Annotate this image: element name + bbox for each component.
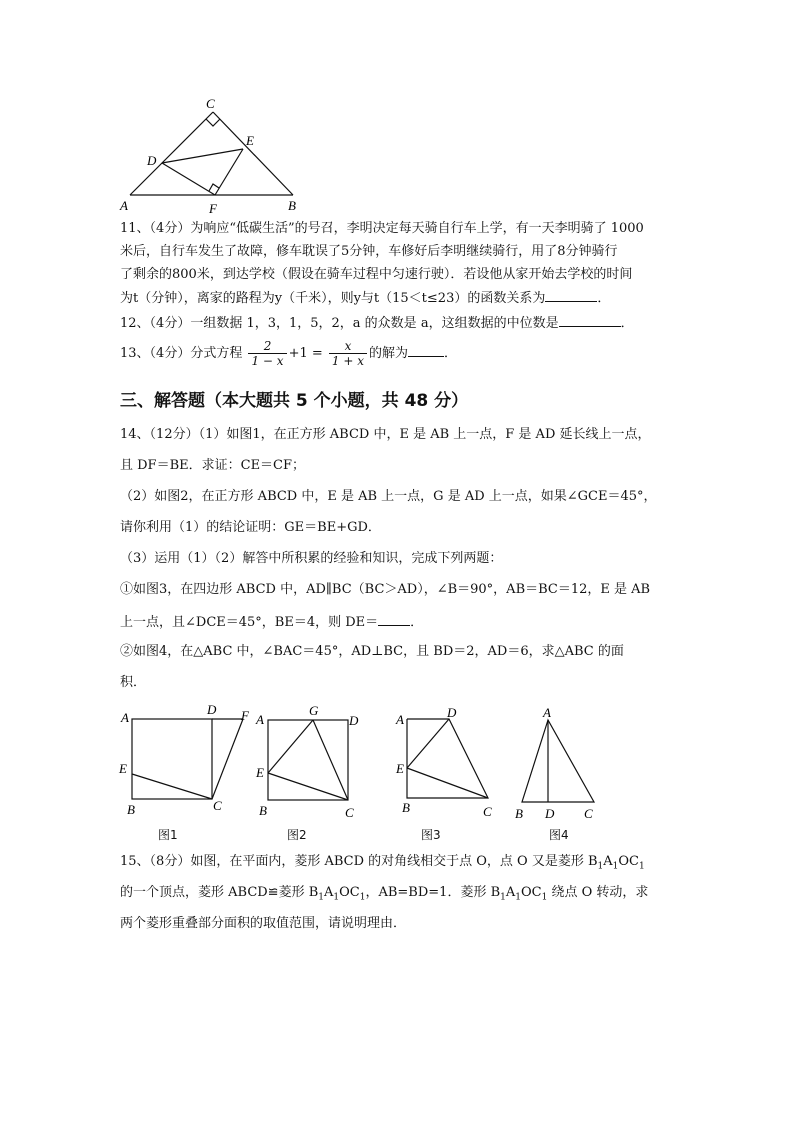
segment-df [162,163,215,195]
q14-line-4: 请你利用（1）的结论证明：GE＝BE+GD． [120,520,381,535]
fig2-eg [268,720,313,773]
q13-end: ． [444,346,458,361]
label-f: F [209,201,217,216]
q15-l1-b: A [603,854,613,869]
fig1-label-d: D [207,702,217,717]
fig4-label-a: A [543,705,551,720]
segment-ef [215,149,243,195]
fig3-quadrilateral [407,719,488,798]
fig3-label-d: D [447,705,457,720]
fig1-label-a: A [121,710,129,725]
q13-f2-num: x [329,339,367,354]
fig3-de [407,719,449,768]
q14-l7-text: 上一点，且∠DCE＝45°，BE＝4，则 DE＝ [120,615,379,630]
q15-l2-g: 绕点 O 转动，求 [547,885,649,900]
fig2-label-d: D [349,713,359,728]
fig1-cf [212,719,243,799]
q15-l2-d: ，AB=BD=1．菱形 B [365,885,501,900]
q13-post: 的解为 [369,346,409,361]
q12-end: ． [620,316,634,331]
q15-line-1 [120,852,680,877]
fig4-label-d: D [545,806,555,821]
q12-line [120,312,680,334]
q13-mid: +1 = [288,346,323,361]
q14-line-2: 且 DF＝BE．求证：CE＝CF； [120,458,306,473]
q15-l2-sub2: 1 [333,892,340,903]
q15-l1-sub2: 1 [612,861,619,872]
q11-line-3: 了剩余的800米，到达学校（假设在骑车过程中匀速行驶）．若设他从家开始去学校的时间 [120,267,633,282]
right-angle-c [206,119,220,126]
q13-fraction-2 [329,339,367,368]
fig1-ce [132,774,212,799]
segment-ac [130,112,213,195]
fig4-label-c: C [584,806,593,821]
q11-line-4 [120,287,680,309]
q15-l2-sub3: 1 [359,892,366,903]
segment-cb [213,112,293,195]
q13-line [120,336,680,372]
q13-f1-den: 1 − x [251,354,284,368]
fig2-label-e: E [256,765,264,780]
q14-line-7 [120,611,680,633]
fig3-label-a: A [396,712,404,727]
q11-text: 为t（分钟），离家的路程为y（千米），则y与t（15＜t≤23）的函数关系为 [120,291,546,306]
q14-line-6: ①如图3，在四边形 ABCD 中，AD∥BC（BC＞AD），∠B＝90°，AB＝BC＝12，E 是 AB [120,582,651,597]
fig3-caption: 图3 [421,828,441,842]
q15-line-3: 两个菱形重叠部分面积的取值范围，请说明理由． [120,916,407,931]
q14-line-3: （2）如图2，在正方形 ABCD 中，E 是 AB 上一点，G 是 AD 上一点，如果∠GCE＝45°， [120,489,657,504]
label-a: A [120,198,128,213]
q11-line-2: 米后，自行车发生了故障，修车耽误了5分钟，车修好后李明继续骑行，用了8分钟骑行 [120,244,618,259]
fig2-cg [313,720,348,800]
q15-l2-c: OC [339,885,360,900]
fig3-label-e: E [396,761,404,776]
fig2-label-b: B [259,803,267,818]
q14-line-5: （3）运用（1）（2）解答中所积累的经验和知识，完成下列两题： [120,551,503,566]
q15-l2-sub6: 1 [541,892,548,903]
q15-l1-c: OC [618,854,639,869]
q13-f1-num: 2 [248,339,286,354]
q13-fraction-1 [248,339,286,368]
q14-line-1: 14、（12分）（1）如图1，在正方形 ABCD 中，E 是 AB 上一点，F 是 AD 延长线上一点， [120,427,651,442]
triangle-figure [110,95,310,220]
q14-l7-end: ． [410,615,424,630]
q15-l2-e: A [505,885,516,900]
q12-text: 12、（4分）一组数据 1，3，1，5，2，a 的众数是 a，这组数据的中位数是 [120,316,559,331]
fig2-ce [268,773,348,800]
label-c: C [206,96,215,111]
fig3-label-c: C [483,804,492,819]
fig2-label-g: G [309,703,319,718]
q12-answer-blank[interactable] [559,312,621,327]
fig2-square [268,720,348,800]
fig4-caption: 图4 [549,828,569,842]
label-e: E [246,133,254,148]
fig2-caption: 图2 [287,828,307,842]
q14-line-9: 积． [120,675,147,690]
q14-answer-blank[interactable] [378,611,410,626]
fig1-label-f: F [241,708,249,723]
fig4-label-b: B [515,806,523,821]
fig1-label-c: C [213,798,222,813]
fig2-label-a: A [256,712,264,727]
fig2-label-c: C [345,805,354,820]
fig1-label-e: E [119,761,127,776]
q15-line-2 [120,883,680,908]
q13-answer-blank[interactable] [408,342,444,357]
fig1-caption: 图1 [158,828,178,842]
fig4-triangle [522,720,594,802]
fig3-label-b: B [402,800,410,815]
fig1-label-b: B [127,802,135,817]
label-b: B [288,198,296,213]
q14-line-8: ②如图4，在△ABC 中，∠BAC＝45°，AD⊥BC，且 BD＝2，AD＝6，求△ABC 的面 [120,644,624,659]
q15-l1-a: 15、（8分）如图，在平面内，菱形 ABCD 的对角线相交于点 O，点 O 又是菱形 B [120,854,598,869]
q15-l2-a: 的一个顶点，菱形 ABCD≌菱形 B [120,885,319,900]
q11-end: ． [597,291,611,306]
q11-line-1: 11、（4分）为响应“低碳生活”的号召，李明决定每天骑自行车上学，有一天李明骑了 1000 [120,221,644,236]
section-3-heading: 三、解答题（本大题共 5 个小题，共 48 分） [120,391,469,411]
q15-l1-sub1: 1 [597,861,604,872]
q13-pre: 13、（4分）分式方程 [120,346,243,361]
label-d: D [147,153,157,168]
q15-l2-sub5: 1 [515,892,521,903]
figures-row [110,700,610,830]
q15-l2-sub4: 1 [500,892,506,903]
q15-l2-f: OC [521,885,542,900]
q15-l2-sub1: 1 [318,892,324,903]
q15-l2-b: A [324,885,334,900]
q11-answer-blank[interactable] [545,287,597,302]
q15-l1-sub3: 1 [639,861,645,872]
q13-f2-den: 1 + x [331,354,364,368]
